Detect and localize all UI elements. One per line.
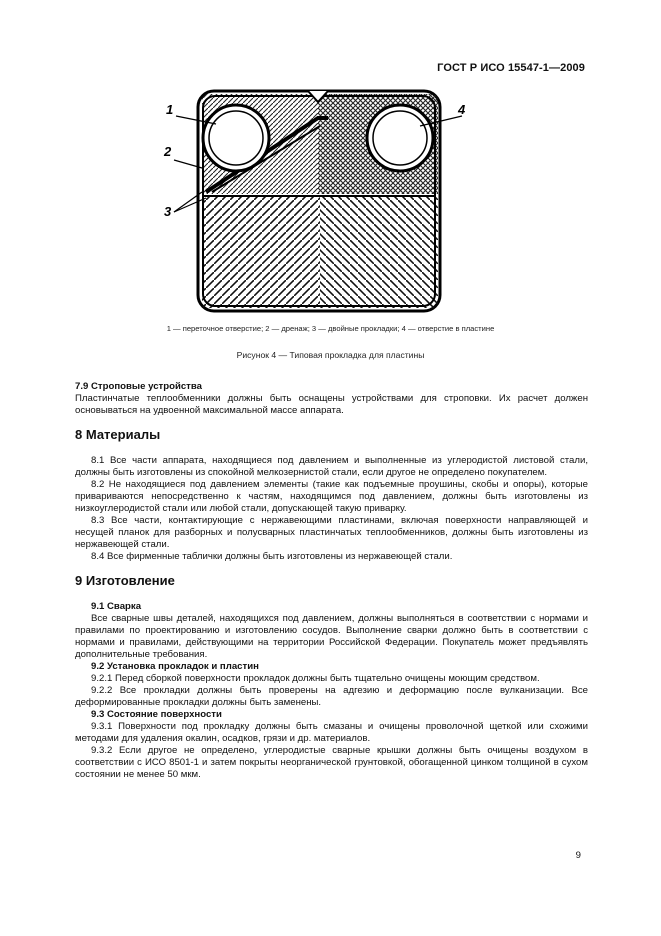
- gasket-plate-figure: [158, 88, 494, 320]
- figure-legend: 1 — переточное отверстие; 2 — дренаж; 3 — двойные прокладки; 4 — отверстие в пластине: [166, 324, 495, 333]
- paragraph-8-4: 8.4 Все фирменные таблички должны быть изготовлены из нержавеющей стали.: [91, 551, 453, 562]
- document-code: ГОСТ Р ИСО 15547-1—2009: [437, 62, 585, 74]
- section-heading-9: 9 Изготовление: [75, 573, 175, 588]
- callout-3: 3: [164, 204, 172, 219]
- callout-2: 2: [164, 144, 172, 159]
- paragraph-9-3-1: 9.3.1 Поверхности под прокладку должны быть смазаны и очищены проволочной щеткой или схожими методами для удаления окалин, осадков, грязи и др. материалов.: [75, 721, 588, 744]
- callout-1: 1: [166, 102, 174, 117]
- gasket-plate-drawing: [158, 88, 494, 320]
- paragraph-8-3: 8.3 Все части, контактирующие с нержавеющими пластинами, включая поверхности направляющей и несущей планок для разборных и полусварных пластинчатых теплообменников, должны быть изготовлены из нержавеющей стали.: [75, 515, 588, 550]
- paragraph-7-9: Пластинчатые теплообменники должны быть оснащены устройствами для строповки. Их расчет должен основываться на удвоенной максимальной массе аппарата.: [75, 393, 588, 416]
- paragraph-9-3-2: 9.3.2 Если другое не определено, углеродистые сварные крышки должны быть очищены воздухом в соответствии с ИСО 8501-1 и затем покрыты неорганической грунтовкой, обогащенной цинком толщиной в сухом состоянии не менее 50 мкм.: [75, 745, 588, 780]
- paragraph-9-2-1: 9.2.1 Перед сборкой поверхности прокладок должны быть тщательно очищены моющим средством.: [91, 673, 540, 684]
- document-body: [75, 381, 588, 781]
- section-heading-8: 8 Материалы: [75, 427, 161, 442]
- subsection-heading-9-2: 9.2 Установка прокладок и пластин: [91, 661, 259, 672]
- subsection-heading-9-3: 9.3 Состояние поверхности: [91, 709, 222, 720]
- paragraph-8-1: 8.1 Все части аппарата, находящиеся под давлением и выполненные из углеродистой листовой стали, должны быть изготовлены из спокойной мелкозернистой стали, если другое не определено покупателем.: [75, 455, 588, 478]
- subsection-heading-9-1: 9.1 Сварка: [91, 601, 142, 612]
- figure-caption: Рисунок 4 — Типовая прокладка для пластины: [236, 350, 425, 360]
- subsection-heading-7-9: 7.9 Строповые устройства: [75, 381, 202, 392]
- page-number: 9: [575, 850, 581, 861]
- callout-4: 4: [458, 102, 466, 117]
- paragraph-9-1: Все сварные швы деталей, находящихся под давлением, должны выполняться в соответствии с нормами и правилами по проектированию и изготовлению сосудов. Выполнение сварки должно быть в соответствии с нормами и правилами, действующими на территории Российской Федерации. Покупатель может предъявлять дополнительные требования.: [75, 613, 588, 660]
- paragraph-8-2: 8.2 Не находящиеся под давлением элементы (такие как подъемные проушины, скобы и опоры), которые привариваются непосредственно к частям, находящимся под давлением, должны быть изготовлены из низкоуглеродистой стали или любой стали, допускающей такую приварку.: [75, 479, 588, 514]
- paragraph-9-2-2: 9.2.2 Все прокладки должны быть проверены на адгезию и деформацию после вулканизации. Все деформированные прокладки должны быть заменены.: [75, 685, 588, 708]
